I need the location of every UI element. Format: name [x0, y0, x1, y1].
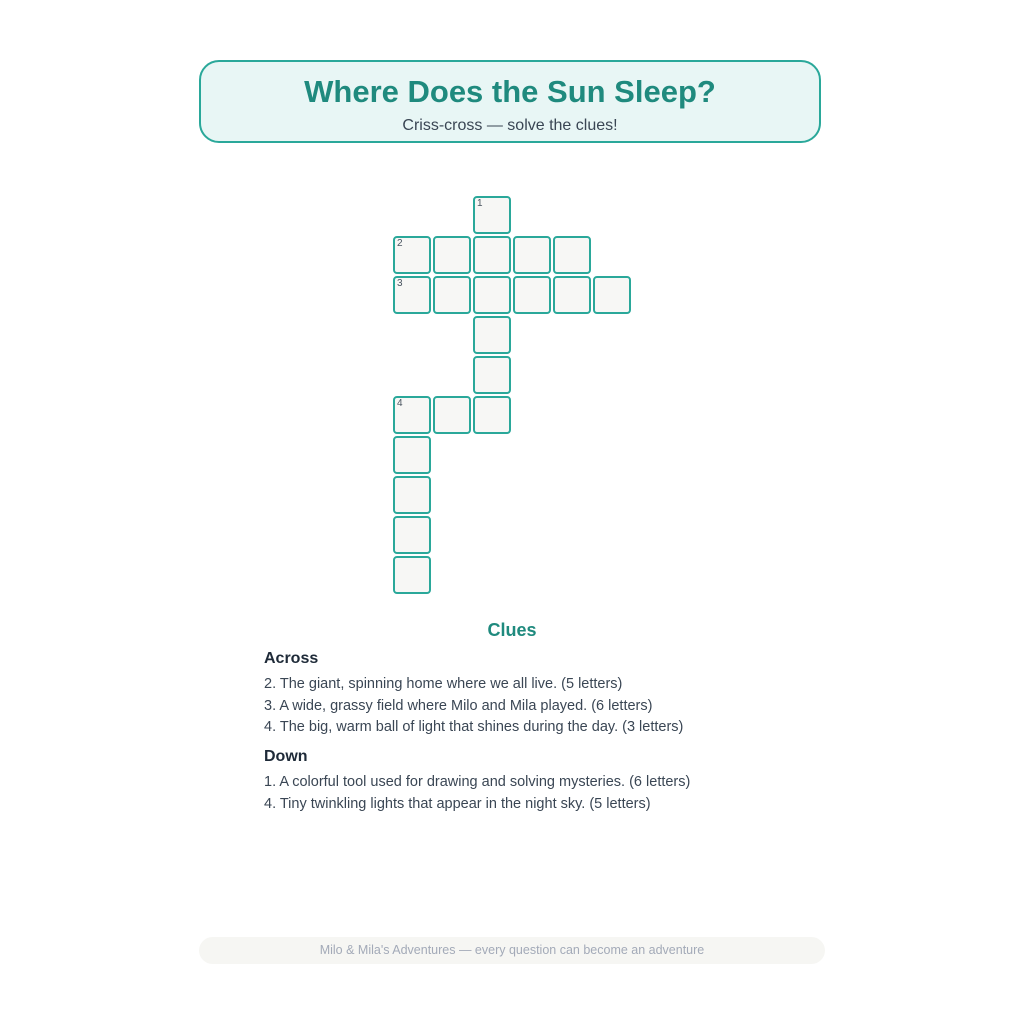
title-banner — [199, 60, 821, 143]
clue-number: 3 — [397, 278, 403, 289]
crossword-cell[interactable] — [553, 276, 591, 314]
down-clue-list — [264, 772, 690, 815]
footer-tagline: Milo & Mila's Adventures — every question can become an adventure — [199, 937, 825, 964]
crossword-cell[interactable] — [433, 236, 471, 274]
clue-number: 2 — [397, 238, 403, 249]
crossword-cell[interactable] — [393, 276, 431, 314]
clues-heading: Clues — [487, 620, 537, 640]
clue-item: 1. A colorful tool used for drawing and solving mysteries. (6 letters) — [264, 774, 691, 790]
crossword-cell[interactable] — [473, 236, 511, 274]
crossword-cell[interactable] — [593, 276, 631, 314]
crossword-cell[interactable] — [433, 276, 471, 314]
crossword-cell[interactable] — [473, 196, 511, 234]
crossword-cell[interactable] — [513, 236, 551, 274]
crossword-cell[interactable] — [393, 236, 431, 274]
crossword-cell[interactable] — [393, 396, 431, 434]
clue-item: 4. The big, warm ball of light that shines during the day. (3 letters) — [264, 719, 684, 735]
across-clue-list — [264, 674, 683, 739]
crossword-cell[interactable] — [393, 556, 431, 594]
clue-number: 1 — [477, 198, 483, 209]
crossword-cell[interactable] — [433, 396, 471, 434]
clue-item: 2. The giant, spinning home where we all live. (5 letters) — [264, 676, 623, 692]
crossword-cell[interactable] — [473, 396, 511, 434]
across-heading: Across — [264, 650, 319, 667]
crossword-cell[interactable] — [473, 316, 511, 354]
down-heading: Down — [264, 748, 308, 765]
page-title: Where Does the Sun Sleep? — [304, 74, 716, 109]
clue-item: 3. A wide, grassy field where Milo and Mila played. (6 letters) — [264, 697, 653, 714]
page-subtitle: Criss-cross — solve the clues! — [402, 117, 618, 134]
crossword-cell[interactable] — [393, 436, 431, 474]
crossword-cell[interactable] — [473, 356, 511, 394]
crossword-cell[interactable] — [393, 476, 431, 514]
clue-item: 4. Tiny twinkling lights that appear in the night sky. (5 letters) — [264, 795, 651, 812]
crossword-cell[interactable] — [473, 276, 511, 314]
crossword-cell[interactable] — [513, 276, 551, 314]
crossword-cell[interactable] — [393, 516, 431, 554]
crossword-cell[interactable] — [553, 236, 591, 274]
clue-number: 4 — [397, 398, 403, 409]
